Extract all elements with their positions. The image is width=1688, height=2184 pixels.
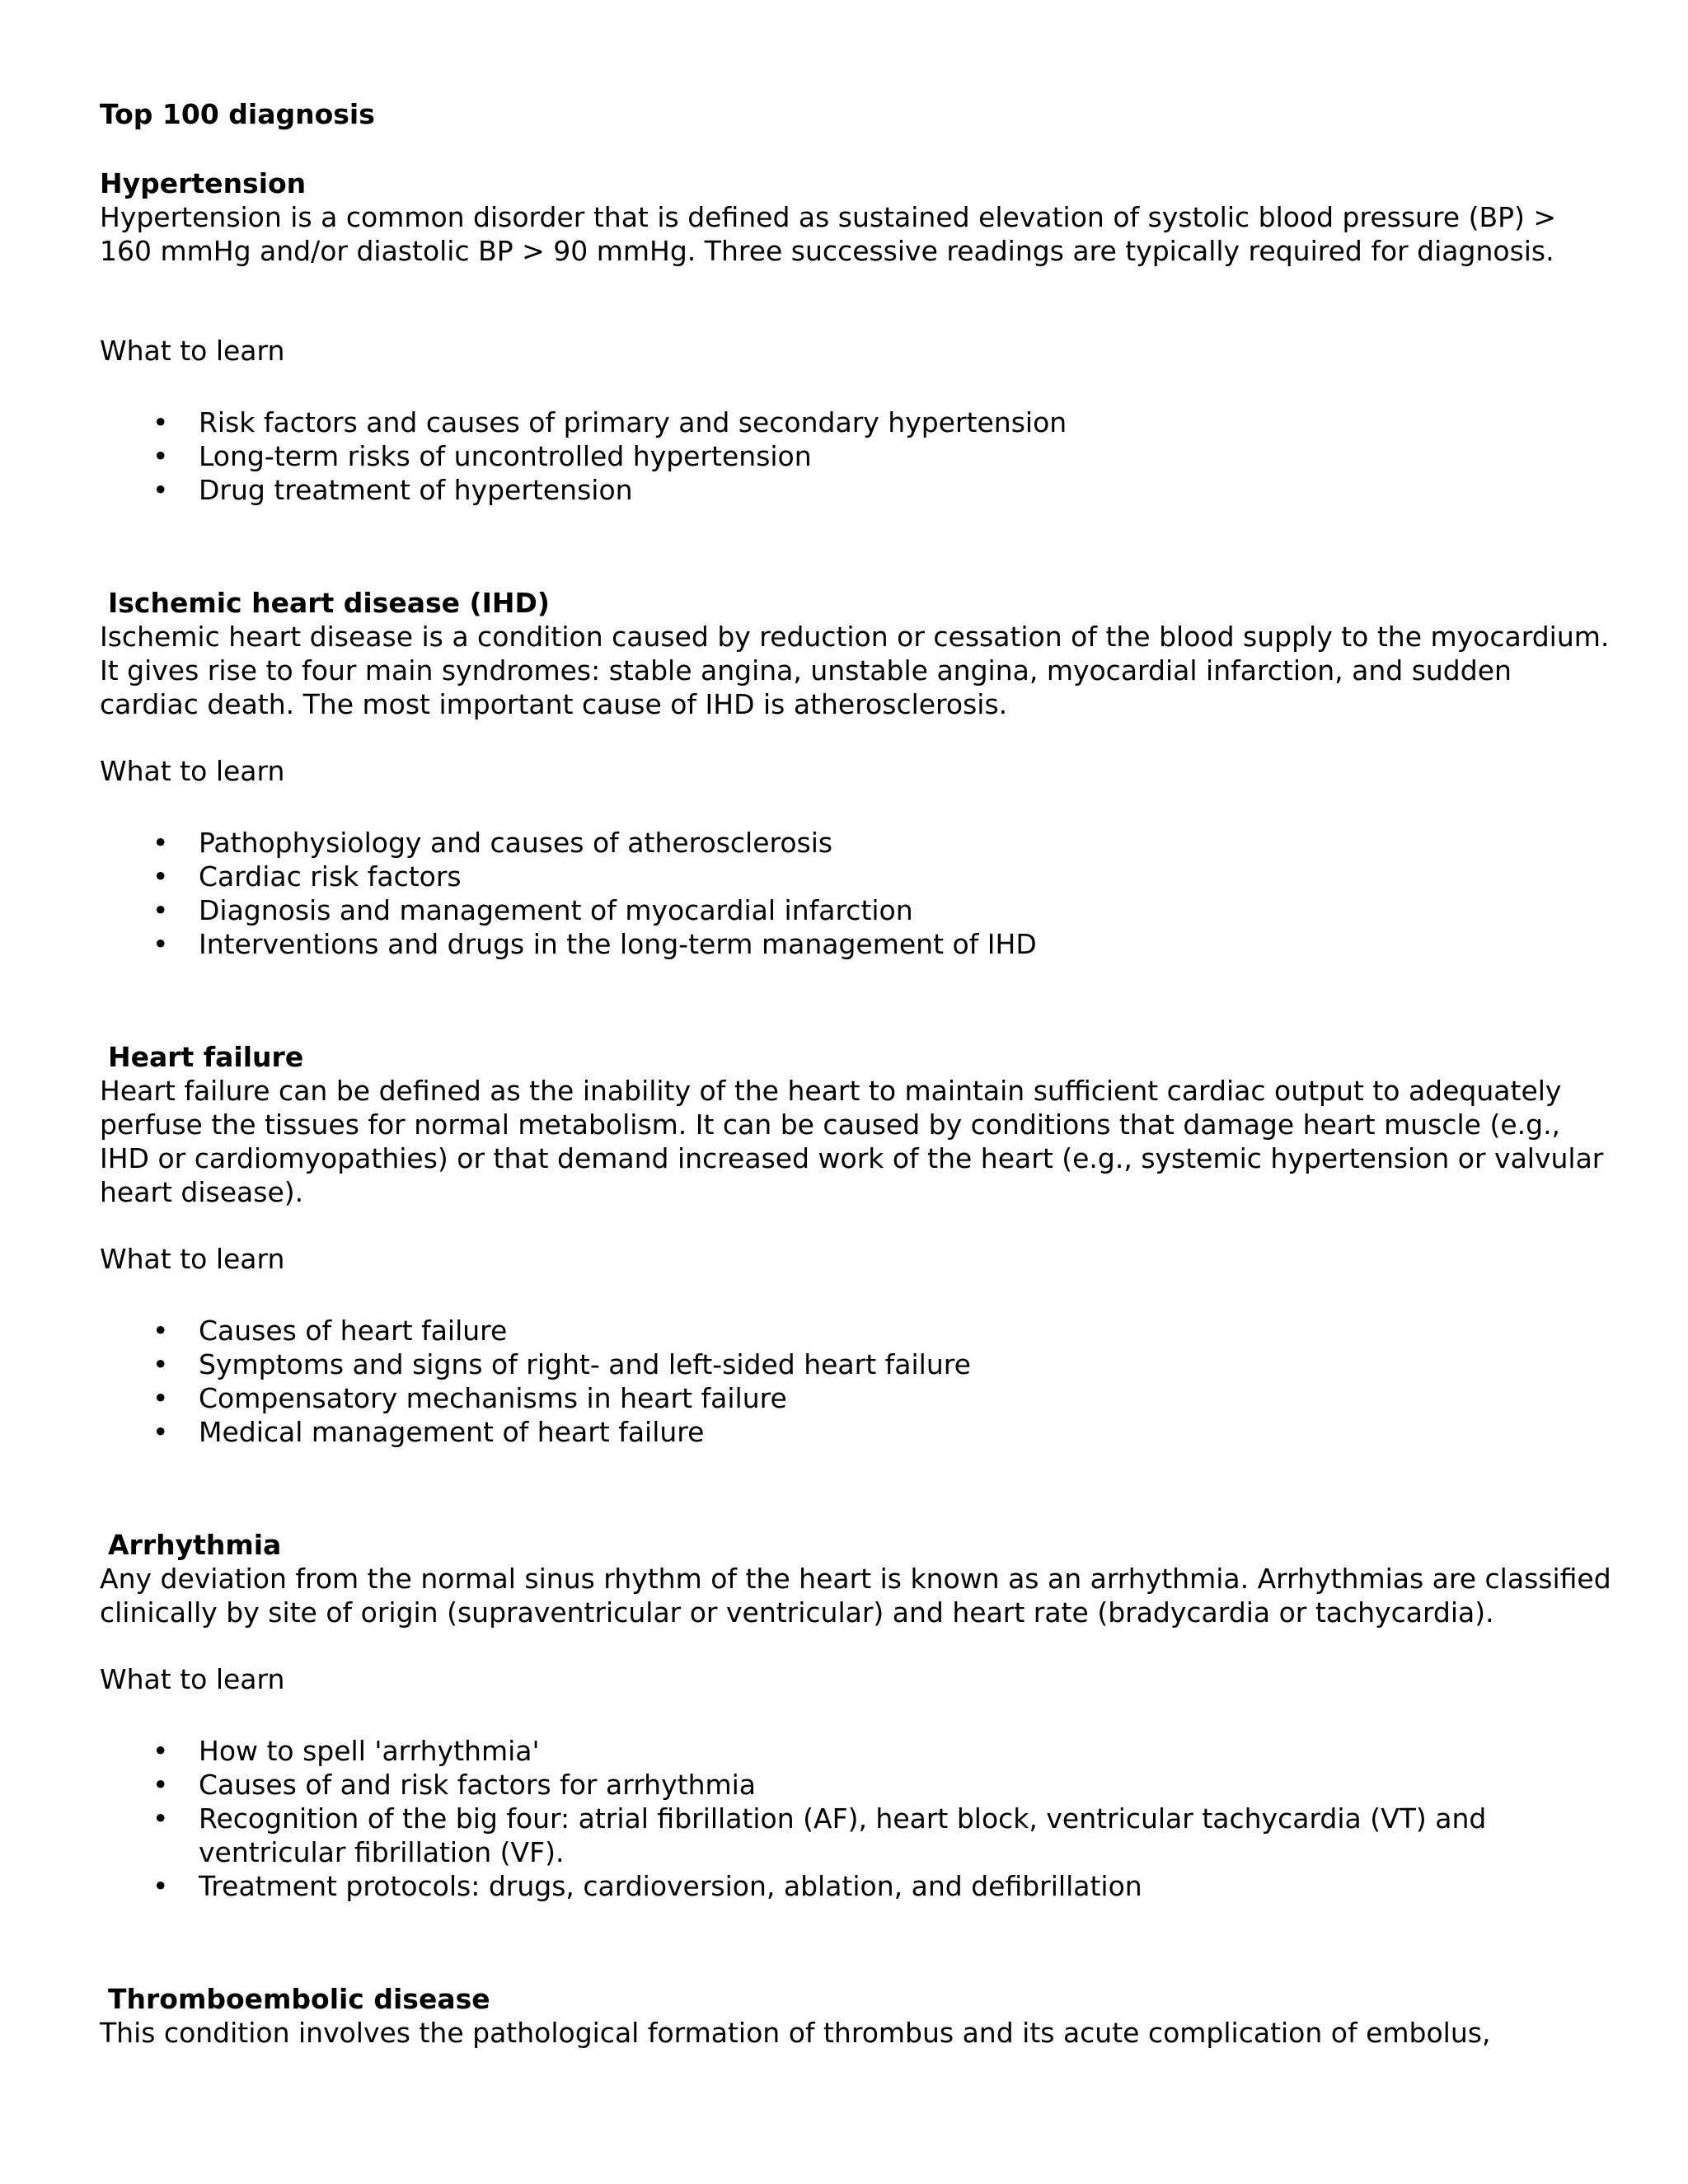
section-body: Hypertension is a common disorder that is defined as sustained elevation of systolic blood pressure (BP) > 160 mmHg and/or diastolic BP > 90 mmHg. Three successive readings are typically required for diagnosis.: [100, 201, 1557, 267]
section-heading: Thromboembolic disease: [108, 1983, 490, 2015]
list-item-text: Treatment protocols: drugs, cardioversion, ablation, and defibrillation: [199, 1870, 1142, 1902]
section-body: Ischemic heart disease is a condition caused by reduction or cessation of the blood supply to the myocardium. It gives rise to four main syndromes: stable angina, unstable angina, myocardial infarction, and sudden cardiac death. The most important cause of IHD is atherosclerosis.: [100, 621, 1610, 720]
learn-list: [100, 1734, 1616, 1903]
list-item-text: Drug treatment of hypertension: [199, 474, 633, 506]
what-to-learn-label: What to learn: [100, 335, 285, 367]
bullet-icon: •: [152, 474, 169, 506]
bullet-icon: •: [152, 1315, 169, 1347]
section-ihd: [100, 586, 1616, 961]
bullet-icon: •: [152, 827, 169, 859]
list-item-text: Pathophysiology and causes of atherosclerosis: [199, 827, 833, 859]
list-item: [100, 439, 1616, 473]
list-item: [100, 1381, 1616, 1415]
list-item: [100, 1802, 1616, 1869]
list-item-text: Causes of heart failure: [199, 1315, 508, 1347]
what-to-learn-label: What to learn: [100, 755, 285, 787]
list-item-text: Recognition of the big four: atrial fibrillation (AF), heart block, ventricular tachycardia (VT) and ventricular fibrillation (VF).: [199, 1802, 1487, 1868]
list-item: [100, 473, 1616, 507]
list-item-text: Diagnosis and management of myocardial infarction: [199, 894, 913, 926]
bullet-icon: •: [152, 1802, 169, 1835]
bullet-icon: •: [152, 894, 169, 926]
section-heading: Arrhythmia: [108, 1529, 282, 1561]
list-item-text: How to spell 'arrhythmia': [199, 1735, 540, 1767]
bullet-icon: •: [152, 1735, 169, 1767]
what-to-learn-label: What to learn: [100, 1663, 285, 1695]
list-item-text: Long-term risks of uncontrolled hypertension: [199, 440, 812, 472]
bullet-icon: •: [152, 406, 169, 438]
list-item: [100, 1734, 1616, 1768]
list-item-text: Compensatory mechanisms in heart failure: [199, 1382, 787, 1414]
list-item: [100, 927, 1616, 961]
list-item: [100, 893, 1616, 927]
bullet-icon: •: [152, 1769, 169, 1801]
list-item-text: Medical management of heart failure: [199, 1416, 705, 1448]
bullet-icon: •: [152, 1382, 169, 1414]
section-heading: Heart failure: [108, 1041, 304, 1073]
bullet-icon: •: [152, 860, 169, 893]
bullet-icon: •: [152, 1416, 169, 1448]
list-item-text: Cardiac risk factors: [199, 860, 462, 893]
section-hypertension: [100, 166, 1616, 507]
list-item: [100, 1869, 1616, 1903]
section-thromboembolic: [100, 1982, 1616, 2050]
document-title: Top 100 diagnosis: [100, 98, 375, 130]
what-to-learn-label: What to learn: [100, 1243, 285, 1275]
list-item-text: Causes of and risk factors for arrhythmia: [199, 1769, 757, 1801]
bullet-icon: •: [152, 1348, 169, 1380]
list-item: [100, 1314, 1616, 1347]
learn-list: [100, 405, 1616, 507]
bullet-icon: •: [152, 1870, 169, 1902]
section-arrhythmia: [100, 1528, 1616, 1903]
section-heading: Ischemic heart disease (IHD): [108, 587, 550, 619]
list-item-text: Interventions and drugs in the long-term management of IHD: [199, 928, 1037, 960]
learn-list: [100, 826, 1616, 961]
section-body: Heart failure can be defined as the inability of the heart to maintain sufficient cardiac output to adequately perfuse the tissues for normal metabolism. It can be caused by conditions that damage heart muscle (e.g., IHD or cardiomyopathies) or that demand increased work of the heart (e.g., systemic hypertension or valvular heart disease).: [100, 1075, 1604, 1208]
section-heading: Hypertension: [100, 167, 307, 199]
list-item: [100, 826, 1616, 860]
document-page: [100, 97, 1616, 2050]
section-body: Any deviation from the normal sinus rhythm of the heart is known as an arrhythmia. Arrhythmias are classified clinically by site of origin (supraventricular or ventricular) and heart rate (bradycardia or tachycardia).: [100, 1563, 1611, 1629]
bullet-icon: •: [152, 440, 169, 472]
list-item-text: Symptoms and signs of right- and left-sided heart failure: [199, 1348, 971, 1380]
learn-list: [100, 1314, 1616, 1449]
list-item: [100, 1768, 1616, 1802]
list-item-text: Risk factors and causes of primary and secondary hypertension: [199, 406, 1067, 438]
list-item: [100, 1347, 1616, 1381]
list-item: [100, 860, 1616, 893]
section-body: This condition involves the pathological formation of thrombus and its acute complication of embolus,: [100, 2017, 1491, 2049]
section-heart-failure: [100, 1040, 1616, 1449]
bullet-icon: •: [152, 928, 169, 960]
list-item: [100, 1415, 1616, 1449]
list-item: [100, 405, 1616, 439]
